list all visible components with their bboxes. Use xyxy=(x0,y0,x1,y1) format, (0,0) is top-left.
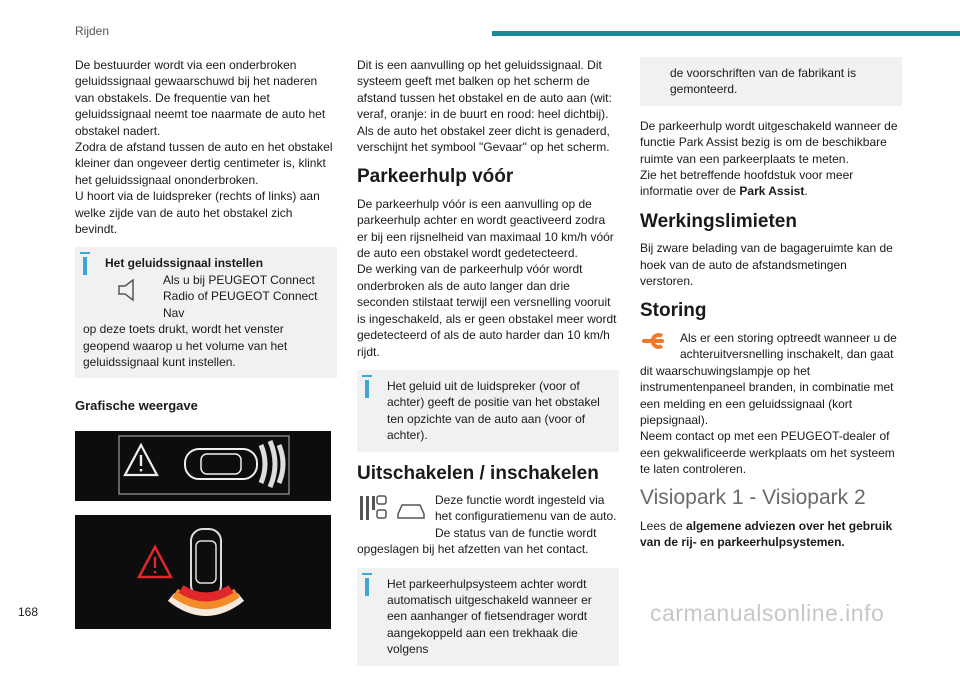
note-text: Het geluid uit de luidspreker (voor of achter) geeft de positie van het obstakel ten opzichte van de auto aan (voor of achter). xyxy=(387,378,600,443)
info-marker-icon xyxy=(365,578,369,596)
paragraph-graphic: Dit is een aanvulling op het geluidssignaal. Dit systeem geeft met balken op het scherm de afstand tussen het obstakel en de auto aan (wit: veraf, oranje: in de buurt en rood: heel dichtbij). Als de auto het obstakel zeer dicht is genaderd, verschijnt het symbool "Gevaar" op het scherm. xyxy=(357,58,612,155)
note-text: Het parkeerhulpsysteem achter wordt automatisch uitgeschakeld wanneer er een aanhanger of fietsendrager wordt aangekoppeld aan een trekhaak die volgens xyxy=(387,576,592,657)
column-3 xyxy=(640,57,902,561)
note-title: Het geluidssignaal instellen xyxy=(105,256,264,271)
note-text-b: op deze toets drukt, wordt het venster geopend waarop u het volume van het geluidssignaal kunt instellen. xyxy=(83,322,288,369)
column-2 xyxy=(357,57,619,678)
car-icon xyxy=(393,492,429,526)
note-text: de voorschriften van de fabrikant is gemonteerd. xyxy=(670,66,857,97)
park-assist-ref-end: . xyxy=(804,184,808,199)
note-box-trailer xyxy=(357,568,619,666)
info-marker-icon xyxy=(365,380,369,398)
heading-toggle: Uitschakelen / inschakelen xyxy=(357,462,599,484)
heading-visiopark: Visiopark 1 - Visiopark 2 xyxy=(640,485,866,509)
rear-sensors-illustration xyxy=(75,515,331,629)
heading-graphic-display: Grafische weergave xyxy=(75,398,198,414)
wrench-icon xyxy=(640,330,674,352)
park-assist-ref-text: Zie het betreffende hoofdstuk voor meer informatie over de xyxy=(640,168,854,199)
rear-display-illustration xyxy=(75,431,331,501)
car-icon xyxy=(185,449,257,479)
paragraph-fault: Als er een storing optreedt wanneer u de achteruitversnelling inschakelt, dan gaat dit waarschuwingslampje op het instrumentenpaneel branden, in combinatie met een melding en een geluidssignaal (kort piepsignaal). Neem contact op met een PEUGEOT-dealer of een gekwalificeerde werkplaats om het systeem te laten controleren. xyxy=(640,330,897,477)
paragraph-park-assist xyxy=(640,118,902,200)
config-menu-icon xyxy=(357,492,387,526)
paragraph-intro: De bestuurder wordt via een onderbroken geluidssignaal gewaarschuwd bij het naderen van obstakels. De frequentie van het geluidssignaal neemt toe naarmate de auto het obstakel nadert. Zodra de afstand tussen de auto en het obstakel kleiner dan ongeveer dertig centimeter is, klinkt het geluidssignaal ononderbroken. U hoort via de luidspreker (rechts of links) aan welke zijde van de auto het obstakel zich bevindt. xyxy=(75,58,333,237)
speaker-icon xyxy=(105,274,153,306)
info-marker-icon xyxy=(83,257,87,275)
page-header-text: Rijden xyxy=(75,24,110,38)
heading-limits: Werkingslimieten xyxy=(640,210,797,232)
paragraph-visiopark xyxy=(640,518,902,551)
car-icon xyxy=(191,529,221,597)
heading-front-park-assist: Parkeerhulp vóór xyxy=(357,166,514,188)
page-number: 168 xyxy=(18,605,39,619)
park-assist-ref-bold: Park Assist xyxy=(739,184,805,199)
heading-fault: Storing xyxy=(640,300,707,322)
column-1 xyxy=(75,57,337,639)
figure-rear-sensors xyxy=(75,515,331,629)
paragraph-limits: Bij zware belading van de bagageruimte kan de hoek van de auto de afstandsmetingen verstoren. xyxy=(640,241,893,289)
watermark: carmanualsonline.info xyxy=(650,600,885,626)
note-box-continued xyxy=(640,57,902,106)
warning-triangle-icon xyxy=(139,547,171,577)
note-box-speaker xyxy=(357,370,619,452)
note-text-a: Als u bij PEUGEOT Connect Radio of PEUGEOT Connect Nav xyxy=(163,272,318,320)
park-assist-text: De parkeerhulp wordt uitgeschakeld wanneer de functie Park Assist bezig is om de beschikbare ruimte van een parkeerplaats te meten. xyxy=(640,118,898,166)
visiopark-bold: algemene adviezen over het gebruik van de rij- en parkeerhulpsystemen. xyxy=(640,518,893,550)
header-accent-bar xyxy=(492,31,960,36)
paragraph-toggle: Deze functie wordt ingesteld via het configuratiemenu van de auto. De status van de functie wordt opgeslagen bij het afzetten van het contact. xyxy=(357,492,617,557)
warning-triangle-icon xyxy=(125,445,157,475)
figure-rear-display xyxy=(75,431,331,501)
note-box-sound xyxy=(75,247,337,378)
paragraph-front: De parkeerhulp vóór is een aanvulling op de parkeerhulp achter en wordt geactiveerd zodra er bij een rijsnelheid van maximaal 10 km/h vóór de auto een obstakel wordt gedetecteerd. De werking van de parkeerhulp vóór wordt onderbroken als de auto langer dan drie seconden stilstaat terwijl een versnelling vooruit is ingeschakeld, als er geen obstakel meer wordt gedetecteerd of als de auto harder dan 10 km/h rijdt. xyxy=(357,196,617,359)
visiopark-pre: Lees de xyxy=(640,518,687,533)
